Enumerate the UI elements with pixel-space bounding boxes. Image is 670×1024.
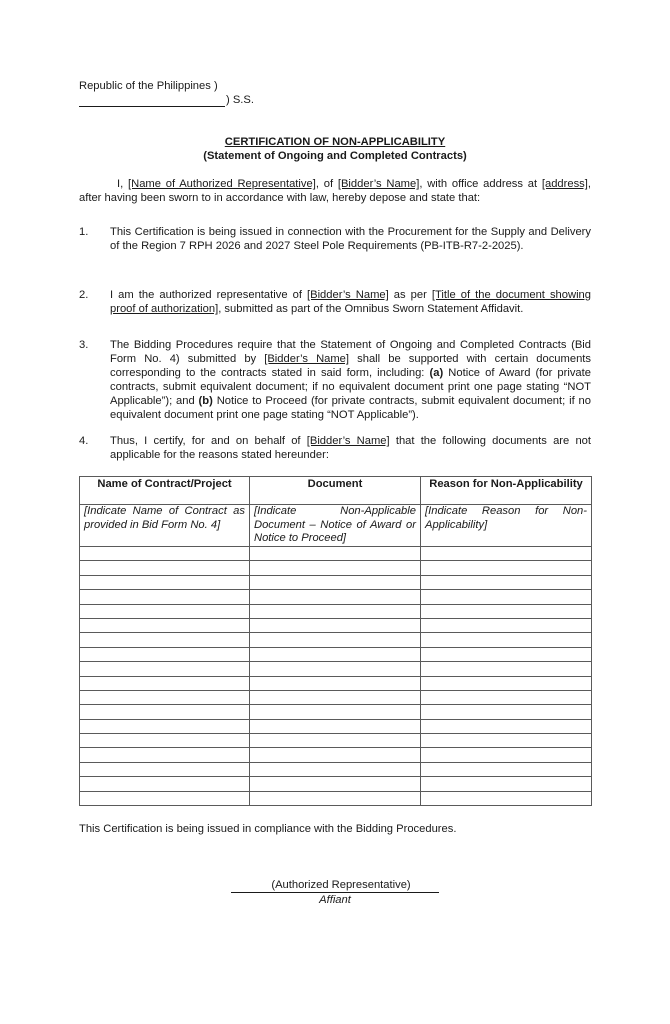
table-row-empty xyxy=(80,777,592,791)
closing-statement: This Certification is being issued in compliance with the Bidding Procedures. xyxy=(79,823,457,835)
table-cell-contract[interactable] xyxy=(80,662,250,676)
item-text xyxy=(110,288,591,316)
venue-city-line xyxy=(79,93,379,107)
item-number: 3. xyxy=(79,339,89,351)
address-placeholder: [address] xyxy=(541,178,588,190)
table-cell-reason[interactable] xyxy=(421,604,592,618)
table-cell-contract[interactable] xyxy=(80,618,250,632)
table-cell-reason[interactable] xyxy=(421,647,592,661)
signature-line[interactable]: (Authorized Representative) xyxy=(231,879,438,893)
table-cell-reason[interactable] xyxy=(421,791,592,805)
venue-city-blank xyxy=(79,94,225,107)
table-cell-reason[interactable] xyxy=(421,590,592,604)
non-applicability-table xyxy=(79,476,592,806)
table-cell-document[interactable] xyxy=(250,719,421,733)
column-header-document: Document xyxy=(250,477,421,505)
table-row-empty xyxy=(80,604,592,618)
item-text xyxy=(110,338,591,422)
table-row-empty xyxy=(80,561,592,575)
venue-block xyxy=(79,79,379,107)
document-title: CERTIFICATION OF NON-APPLICABILITY xyxy=(224,136,446,148)
table-cell-contract[interactable]: [Indicate Name of Contract as provided in Bid Form No. 4] xyxy=(80,505,250,547)
table-cell-contract[interactable] xyxy=(80,719,250,733)
table-cell-reason[interactable] xyxy=(421,690,592,704)
table-cell-reason[interactable] xyxy=(421,719,592,733)
document-title-block xyxy=(79,135,591,163)
table-cell-document[interactable] xyxy=(250,676,421,690)
table-row-sample xyxy=(80,505,592,547)
table-cell-document[interactable] xyxy=(250,662,421,676)
table-cell-contract[interactable] xyxy=(80,734,250,748)
table-row-empty xyxy=(80,719,592,733)
table-cell-contract[interactable] xyxy=(80,705,250,719)
item-text: This Certification is being issued in connection with the Procurement for the Supply and Delivery of the Region 7 RPH 2026 and 2027 Steel Pole Requirements (PB-ITB-R7-2-2025). xyxy=(110,226,591,252)
authorization-title-placeholder: [Title of the document showing proof of authorization] xyxy=(110,289,592,315)
table-cell-reason[interactable] xyxy=(421,633,592,647)
table-cell-reason[interactable] xyxy=(421,777,592,791)
table-cell-contract[interactable] xyxy=(80,676,250,690)
table-cell-contract[interactable] xyxy=(80,791,250,805)
table-cell-document[interactable] xyxy=(250,748,421,762)
table-row-empty xyxy=(80,690,592,704)
list-item-2 xyxy=(79,288,591,316)
table-cell-contract[interactable] xyxy=(80,762,250,776)
table-cell-document[interactable] xyxy=(250,575,421,589)
table-cell-reason[interactable] xyxy=(421,618,592,632)
item-text-part: shall be supported with certain documents corresponding to the contracts stated in said form, including: xyxy=(110,353,591,379)
column-header-contract: Name of Contract/Project xyxy=(80,477,250,505)
item-number: 2. xyxy=(79,289,89,301)
table-cell-document[interactable] xyxy=(250,618,421,632)
table-cell-reason[interactable] xyxy=(421,575,592,589)
table-cell-reason[interactable] xyxy=(421,734,592,748)
bidder-name-placeholder: [Bidder’s Name] xyxy=(337,178,420,190)
table-cell-contract[interactable] xyxy=(80,647,250,661)
table-row-empty xyxy=(80,662,592,676)
table-cell-contract[interactable] xyxy=(80,604,250,618)
item-text-part: Notice to Proceed (for private contracts, submit equivalent document; if no equivalent document print one page stating “NOT Applicable”). xyxy=(110,395,591,421)
table-cell-document[interactable] xyxy=(250,561,421,575)
intro-text: , after having been sworn to in accordance with law, hereby depose and state that: xyxy=(79,178,591,204)
intro-paragraph xyxy=(79,177,591,205)
table-cell-reason[interactable] xyxy=(421,662,592,676)
table-row-empty xyxy=(80,590,592,604)
table-row-empty xyxy=(80,762,592,776)
table-row-empty xyxy=(80,633,592,647)
item-text-part: I am the authorized representative of xyxy=(110,289,307,301)
venue-country: Republic of the Philippines ) xyxy=(79,80,218,92)
table-cell-document[interactable] xyxy=(250,762,421,776)
table-row-empty xyxy=(80,676,592,690)
item-number: 4. xyxy=(79,435,89,447)
table-row-empty xyxy=(80,791,592,805)
sub-item-a-label: (a) xyxy=(429,367,444,379)
table-row-empty xyxy=(80,734,592,748)
table-cell-contract[interactable] xyxy=(80,690,250,704)
table-cell-document[interactable]: [Indicate Non-Applicable Document – Notice of Award or Notice to Proceed] xyxy=(250,505,421,547)
table-row-empty xyxy=(80,647,592,661)
column-header-reason: Reason for Non-Applicability xyxy=(421,477,592,505)
table-cell-document[interactable] xyxy=(250,791,421,805)
table-cell-contract[interactable] xyxy=(80,575,250,589)
item-text-part: , submitted as part of the Omnibus Sworn Statement Affidavit. xyxy=(218,303,524,315)
table-cell-document[interactable] xyxy=(250,734,421,748)
sub-item-b-label: (b) xyxy=(198,395,213,407)
table-cell-contract[interactable] xyxy=(80,633,250,647)
table-row-empty xyxy=(80,618,592,632)
rep-name-placeholder: [Name of Authorized Representative] xyxy=(128,178,316,190)
document-subtitle: (Statement of Ongoing and Completed Contracts) xyxy=(203,150,467,162)
table-row-empty xyxy=(80,547,592,561)
table-cell-reason[interactable]: [Indicate Reason for Non-Applicability] xyxy=(421,505,592,547)
table-cell-contract[interactable] xyxy=(80,561,250,575)
table-cell-reason[interactable] xyxy=(421,705,592,719)
list-item-3 xyxy=(79,338,591,422)
table-cell-reason[interactable] xyxy=(421,561,592,575)
table-cell-document[interactable] xyxy=(250,690,421,704)
bidder-name-placeholder: [Bidder’s Name] xyxy=(307,289,389,301)
table-cell-reason[interactable] xyxy=(421,748,592,762)
intro-text: I, xyxy=(117,178,128,190)
table-cell-document[interactable] xyxy=(250,705,421,719)
item-number: 1. xyxy=(79,226,89,238)
table-row-empty xyxy=(80,575,592,589)
affiant-label: Affiant xyxy=(319,894,351,906)
table-cell-document[interactable] xyxy=(250,777,421,791)
bidder-name-placeholder: [Bidder’s Name] xyxy=(306,435,390,447)
table-cell-contract[interactable] xyxy=(80,777,250,791)
table-cell-document[interactable] xyxy=(250,647,421,661)
table-cell-contract[interactable] xyxy=(80,748,250,762)
item-text-part: Notice of Award (for private contracts, submit equivalent document; if no equivalent document print one page stating “NOT Applicable”); and xyxy=(110,367,591,407)
table-header-row xyxy=(80,477,592,505)
table-cell-reason[interactable] xyxy=(421,762,592,776)
item-text-part: The Bidding Procedures require that the Statement of Ongoing and Completed Contracts (Bid Form No. 4) submitted by xyxy=(110,339,591,365)
bidder-name-placeholder: [Bidder’s Name] xyxy=(264,353,350,365)
list-item-4 xyxy=(79,434,591,462)
table-cell-document[interactable] xyxy=(250,547,421,561)
item-text xyxy=(110,434,591,462)
table-cell-reason[interactable] xyxy=(421,547,592,561)
table-cell-document[interactable] xyxy=(250,604,421,618)
table-row-empty xyxy=(80,705,592,719)
table-row-empty xyxy=(80,748,592,762)
item-text-part: Thus, I certify, for and on behalf of xyxy=(110,435,307,447)
table-cell-contract[interactable] xyxy=(80,590,250,604)
table-cell-document[interactable] xyxy=(250,590,421,604)
intro-text: , of xyxy=(315,178,338,190)
item-text-part: as per xyxy=(388,289,432,301)
intro-text: , with office address at xyxy=(419,178,542,190)
table-cell-contract[interactable] xyxy=(80,547,250,561)
item-text-part: that the following documents are not applicable for the reasons stated hereunder: xyxy=(110,435,591,461)
venue-ss: ) S.S. xyxy=(226,94,254,106)
table-cell-reason[interactable] xyxy=(421,676,592,690)
signature-block xyxy=(79,878,591,907)
table-cell-document[interactable] xyxy=(250,633,421,647)
list-item-1 xyxy=(79,225,591,253)
